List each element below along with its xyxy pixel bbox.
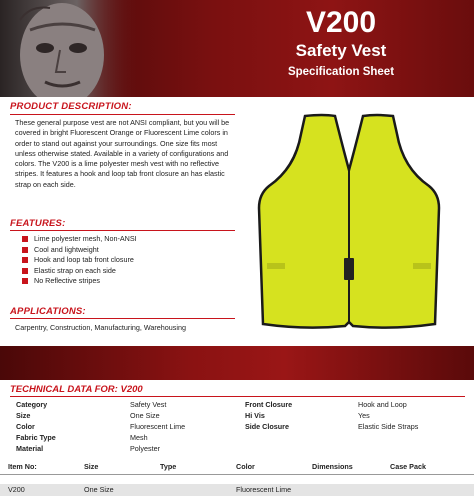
applications-heading: APPLICATIONS:: [10, 306, 86, 317]
spec-value: Polyester: [130, 444, 160, 453]
spec-labels-right: [245, 399, 292, 432]
spec-value: Elastic Side Straps: [358, 422, 419, 431]
column-header: Case Pack: [390, 462, 426, 471]
sheet-type-label: Specification Sheet: [287, 66, 395, 78]
spec-label: Fabric Type: [16, 433, 56, 442]
table-cell: Fluorescent Lime: [236, 485, 292, 494]
features-heading: FEATURES:: [10, 218, 66, 229]
list-item: [22, 266, 137, 277]
feature-text: Lime polyester mesh, Non-ANSI: [34, 234, 137, 243]
column-header: Type: [160, 462, 177, 471]
spec-label: Category: [16, 400, 48, 409]
spec-value: Hook and Loop: [358, 400, 407, 409]
technical-data-heading: [10, 384, 143, 395]
description-heading: PRODUCT DESCRIPTION:: [10, 101, 132, 112]
description-text: These general purpose vest are not ANSI compliant, but you will be covered in bright Fluorescent Orange or Fluorescent Lime colors in order to stand out against your surroundings. One size fits most unless otherwise stated. Available in a variety of configurations and colors. The V200 is a lime polyester mesh vest with no reflective stripes. It features a hook and loop tab front closure an has elastic strap on each side.: [15, 118, 230, 189]
list-item: [22, 234, 137, 245]
spec-value: Fluorescent Lime: [130, 422, 186, 431]
spec-value: Yes: [358, 411, 370, 420]
technical-heading-label: TECHNICAL DATA FOR:: [10, 384, 118, 395]
applications-text: Carpentry, Construction, Manufacturing, Warehousing: [15, 323, 186, 332]
product-model-title: V200: [305, 6, 377, 39]
spec-label: Hi Vis: [245, 411, 265, 420]
red-square-bullet-icon: [22, 236, 28, 242]
spec-label: Side Closure: [245, 422, 289, 431]
feature-text: Hook and loop tab front closure: [34, 255, 134, 264]
spec-value: One Size: [130, 411, 160, 420]
spec-label: Material: [16, 444, 44, 453]
applications-rule: [10, 318, 235, 319]
table-row: [0, 484, 474, 496]
technical-model-label: V200: [120, 384, 143, 395]
safety-vest-image: [243, 108, 456, 336]
feature-text: Elastic strap on each side: [34, 265, 116, 275]
table-cell: One Size: [84, 485, 114, 494]
header-banner: [0, 0, 474, 97]
red-square-bullet-icon: [22, 278, 28, 284]
red-square-bullet-icon: [22, 268, 28, 274]
item-table-header: [0, 461, 474, 473]
spec-values-right: [358, 399, 418, 432]
product-name-subtitle: Safety Vest: [295, 41, 387, 60]
list-item: [22, 255, 137, 266]
spec-value: Mesh: [130, 433, 148, 442]
feature-text: No Reflective stripes: [34, 276, 100, 285]
technical-rule: [10, 396, 465, 397]
spec-label: Size: [16, 411, 31, 420]
red-square-bullet-icon: [22, 257, 28, 263]
feature-text: Cool and lightweight: [34, 244, 99, 254]
features-rule: [10, 230, 235, 231]
list-item: [22, 245, 137, 256]
list-item: [22, 276, 137, 287]
red-square-bullet-icon: [22, 247, 28, 253]
table-cell: V200: [8, 485, 25, 494]
table-rule: [0, 474, 474, 475]
spec-label: Front Closure: [245, 400, 293, 409]
description-rule: [10, 114, 235, 115]
spec-values-left: [130, 399, 185, 454]
spec-label: Color: [16, 422, 35, 431]
statue-portrait-image: [0, 0, 140, 97]
features-list: [22, 234, 137, 287]
divider-banner: [0, 346, 474, 380]
column-header: Dimensions: [312, 462, 353, 471]
spec-labels-left: [16, 399, 56, 454]
column-header: Item No:: [8, 462, 37, 471]
column-header: Size: [84, 462, 99, 471]
column-header: Color: [236, 462, 255, 471]
spec-value: Safety Vest: [130, 400, 167, 409]
